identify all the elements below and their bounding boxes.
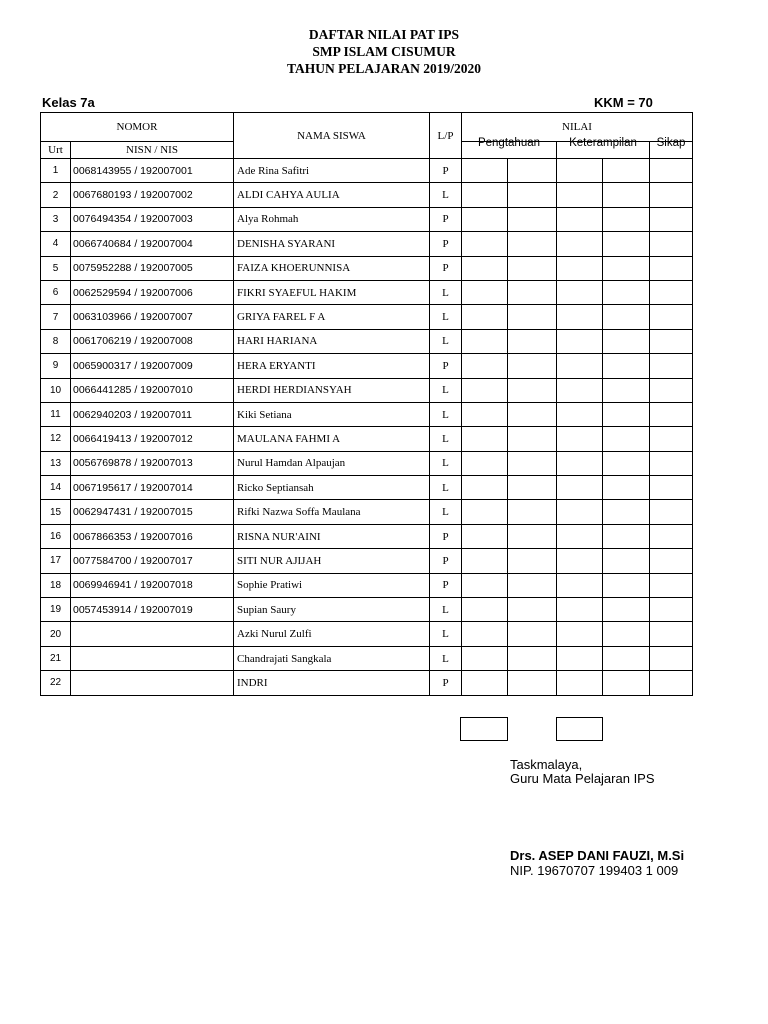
row-lp: L	[430, 500, 462, 524]
sikap-score[interactable]	[650, 671, 693, 695]
row-lp: L	[430, 280, 462, 304]
row-nama: Ade Rina Safitri	[234, 159, 430, 183]
row-nama: HARI HARIANA	[234, 329, 430, 353]
row-nisn: 0068143955 / 192007001	[71, 159, 234, 183]
extra-cell-keterampilan	[556, 717, 603, 741]
row-nama: HERDI HERDIANSYAH	[234, 378, 430, 402]
row-nisn: 0056769878 / 192007013	[71, 451, 234, 475]
row-nama: Sophie Pratiwi	[234, 573, 430, 597]
row-lp: L	[430, 183, 462, 207]
pengetahuan-score-2[interactable]	[508, 256, 557, 280]
row-urt: 21	[41, 646, 71, 670]
pengetahuan-score-1[interactable]	[462, 427, 508, 451]
pengetahuan-score-1[interactable]	[462, 280, 508, 304]
row-nisn: 0067680193 / 192007002	[71, 183, 234, 207]
keterampilan-score-2[interactable]	[603, 549, 650, 573]
table-row	[41, 671, 693, 695]
keterampilan-score-2[interactable]	[603, 476, 650, 500]
row-nisn: 0062940203 / 192007011	[71, 402, 234, 426]
keterampilan-score-1[interactable]	[557, 622, 603, 646]
row-nisn: 0076494354 / 192007003	[71, 207, 234, 231]
pengetahuan-score-1[interactable]	[462, 646, 508, 670]
pengetahuan-score-2[interactable]	[508, 476, 557, 500]
pengetahuan-score-1[interactable]	[462, 476, 508, 500]
table-row	[41, 427, 693, 451]
keterampilan-score-1[interactable]	[557, 500, 603, 524]
row-lp: L	[430, 646, 462, 670]
sikap-score[interactable]	[650, 549, 693, 573]
row-nama: Ricko Septiansah	[234, 476, 430, 500]
row-urt: 1	[41, 159, 71, 183]
row-urt: 15	[41, 500, 71, 524]
header-sikap: Sikap	[650, 135, 693, 152]
sikap-score[interactable]	[650, 500, 693, 524]
keterampilan-score-1[interactable]	[557, 646, 603, 670]
sikap-score[interactable]	[650, 378, 693, 402]
keterampilan-score-2[interactable]	[603, 524, 650, 548]
sikap-score[interactable]	[650, 207, 693, 231]
keterampilan-score-1[interactable]	[557, 207, 603, 231]
keterampilan-score-1[interactable]	[557, 524, 603, 548]
pengetahuan-score-1[interactable]	[462, 159, 508, 183]
keterampilan-score-1[interactable]	[557, 183, 603, 207]
signature-place: Taskmalaya,	[510, 757, 583, 772]
sikap-score[interactable]	[650, 305, 693, 329]
row-urt: 18	[41, 573, 71, 597]
row-nisn	[71, 622, 234, 646]
row-nisn: 0065900317 / 192007009	[71, 354, 234, 378]
table-row	[41, 305, 693, 329]
pengetahuan-score-1[interactable]	[462, 256, 508, 280]
table-row	[41, 354, 693, 378]
pengetahuan-score-2[interactable]	[508, 549, 557, 573]
keterampilan-score-2[interactable]	[603, 573, 650, 597]
pengetahuan-score-1[interactable]	[462, 402, 508, 426]
keterampilan-score-2[interactable]	[603, 232, 650, 256]
row-nisn	[71, 671, 234, 695]
row-urt: 19	[41, 598, 71, 622]
keterampilan-score-2[interactable]	[603, 256, 650, 280]
row-nisn: 0061706219 / 192007008	[71, 329, 234, 353]
table-row	[41, 524, 693, 548]
pengetahuan-score-2[interactable]	[508, 500, 557, 524]
row-urt: 20	[41, 622, 71, 646]
row-nama: Chandrajati Sangkala	[234, 646, 430, 670]
row-nama: GRIYA FAREL F A	[234, 305, 430, 329]
pengetahuan-score-2[interactable]	[508, 427, 557, 451]
row-urt: 5	[41, 256, 71, 280]
row-nisn: 0066740684 / 192007004	[71, 232, 234, 256]
table-row	[41, 183, 693, 207]
table-row	[41, 500, 693, 524]
pengetahuan-score-2[interactable]	[508, 183, 557, 207]
row-nisn: 0075952288 / 192007005	[71, 256, 234, 280]
row-nama: Azki Nurul Zulfi	[234, 622, 430, 646]
row-nama: MAULANA FAHMI A	[234, 427, 430, 451]
row-lp: P	[430, 524, 462, 548]
sikap-score[interactable]	[650, 476, 693, 500]
keterampilan-score-2[interactable]	[603, 159, 650, 183]
table-row	[41, 646, 693, 670]
pengetahuan-score-1[interactable]	[462, 524, 508, 548]
table-row	[41, 207, 693, 231]
row-lp: L	[430, 378, 462, 402]
row-nama: Alya Rohmah	[234, 207, 430, 231]
pengetahuan-score-2[interactable]	[508, 329, 557, 353]
keterampilan-score-1[interactable]	[557, 159, 603, 183]
sikap-score[interactable]	[650, 354, 693, 378]
sikap-score[interactable]	[650, 183, 693, 207]
row-lp: P	[430, 207, 462, 231]
header-nomor: NOMOR	[41, 113, 234, 142]
header-nisn-nis: NISN / NIS	[71, 142, 234, 159]
row-urt: 3	[41, 207, 71, 231]
row-nama: ALDI CAHYA AULIA	[234, 183, 430, 207]
row-nama: Supian Saury	[234, 598, 430, 622]
pengetahuan-score-1[interactable]	[462, 183, 508, 207]
pengetahuan-score-1[interactable]	[462, 329, 508, 353]
row-nama: HERA ERYANTI	[234, 354, 430, 378]
row-urt: 8	[41, 329, 71, 353]
sikap-score[interactable]	[650, 280, 693, 304]
pengetahuan-score-1[interactable]	[462, 500, 508, 524]
row-nisn: 0067195617 / 192007014	[71, 476, 234, 500]
signature-role: Guru Mata Pelajaran IPS	[510, 771, 655, 786]
row-lp: P	[430, 573, 462, 597]
keterampilan-score-2[interactable]	[603, 427, 650, 451]
pengetahuan-score-2[interactable]	[508, 159, 557, 183]
keterampilan-score-2[interactable]	[603, 451, 650, 475]
grades-table	[40, 112, 693, 696]
keterampilan-score-2[interactable]	[603, 598, 650, 622]
row-lp: P	[430, 256, 462, 280]
keterampilan-score-1[interactable]	[557, 354, 603, 378]
row-urt: 22	[41, 671, 71, 695]
keterampilan-score-1[interactable]	[557, 378, 603, 402]
document-title: DAFTAR NILAI PAT IPS	[308, 27, 460, 42]
row-nama: SITI NUR AJIJAH	[234, 549, 430, 573]
keterampilan-score-2[interactable]	[603, 354, 650, 378]
row-urt: 14	[41, 476, 71, 500]
pengetahuan-score-2[interactable]	[508, 207, 557, 231]
pengetahuan-score-2[interactable]	[508, 573, 557, 597]
header-nilai: NILAI	[462, 113, 693, 142]
pengetahuan-score-2[interactable]	[508, 232, 557, 256]
row-nisn: 0069946941 / 192007018	[71, 573, 234, 597]
row-nisn: 0062529594 / 192007006	[71, 280, 234, 304]
pengetahuan-score-1[interactable]	[462, 354, 508, 378]
row-nisn: 0063103966 / 192007007	[71, 305, 234, 329]
row-nama: FIKRI SYAEFUL HAKIM	[234, 280, 430, 304]
row-urt: 10	[41, 378, 71, 402]
row-lp: P	[430, 354, 462, 378]
row-urt: 4	[41, 232, 71, 256]
keterampilan-score-1[interactable]	[557, 402, 603, 426]
row-nisn: 0062947431 / 192007015	[71, 500, 234, 524]
table-row	[41, 402, 693, 426]
sikap-score[interactable]	[650, 427, 693, 451]
keterampilan-score-2[interactable]	[603, 671, 650, 695]
pengetahuan-score-1[interactable]	[462, 451, 508, 475]
row-nisn: 0066419413 / 192007012	[71, 427, 234, 451]
keterampilan-score-1[interactable]	[557, 451, 603, 475]
pengetahuan-score-1[interactable]	[462, 573, 508, 597]
keterampilan-score-1[interactable]	[557, 305, 603, 329]
pengetahuan-score-1[interactable]	[462, 671, 508, 695]
row-nama: FAIZA KHOERUNNISA	[234, 256, 430, 280]
keterampilan-score-1[interactable]	[557, 427, 603, 451]
row-lp: P	[430, 549, 462, 573]
table-row	[41, 256, 693, 280]
pengetahuan-score-2[interactable]	[508, 598, 557, 622]
table-row	[41, 451, 693, 475]
pengetahuan-score-2[interactable]	[508, 622, 557, 646]
signature-nip: NIP. 19670707 199403 1 009	[510, 863, 679, 878]
pengetahuan-score-1[interactable]	[462, 305, 508, 329]
pengetahuan-score-2[interactable]	[508, 305, 557, 329]
keterampilan-score-1[interactable]	[557, 256, 603, 280]
pengetahuan-score-2[interactable]	[508, 280, 557, 304]
row-lp: L	[430, 402, 462, 426]
sikap-score[interactable]	[650, 159, 693, 183]
row-nama: INDRI	[234, 671, 430, 695]
sikap-score[interactable]	[650, 402, 693, 426]
table-row	[41, 549, 693, 573]
pengetahuan-score-1[interactable]	[462, 378, 508, 402]
keterampilan-score-1[interactable]	[557, 329, 603, 353]
pengetahuan-score-2[interactable]	[508, 378, 557, 402]
row-urt: 13	[41, 451, 71, 475]
pengetahuan-score-1[interactable]	[462, 549, 508, 573]
sikap-score[interactable]	[650, 524, 693, 548]
table-row	[41, 598, 693, 622]
row-urt: 7	[41, 305, 71, 329]
sikap-score[interactable]	[650, 646, 693, 670]
keterampilan-score-2[interactable]	[603, 646, 650, 670]
row-urt: 9	[41, 354, 71, 378]
row-urt: 17	[41, 549, 71, 573]
row-nama: DENISHA SYARANI	[234, 232, 430, 256]
table-row	[41, 573, 693, 597]
row-urt: 2	[41, 183, 71, 207]
row-lp: L	[430, 305, 462, 329]
pengetahuan-score-2[interactable]	[508, 402, 557, 426]
row-nisn	[71, 646, 234, 670]
pengetahuan-score-2[interactable]	[508, 354, 557, 378]
keterampilan-score-1[interactable]	[557, 476, 603, 500]
sikap-score[interactable]	[650, 598, 693, 622]
sikap-score[interactable]	[650, 329, 693, 353]
keterampilan-score-1[interactable]	[557, 232, 603, 256]
pengetahuan-score-2[interactable]	[508, 646, 557, 670]
keterampilan-score-2[interactable]	[603, 207, 650, 231]
row-lp: L	[430, 598, 462, 622]
row-lp: L	[430, 427, 462, 451]
sikap-score[interactable]	[650, 451, 693, 475]
school-name: SMP ISLAM CISUMUR	[312, 44, 456, 59]
pengetahuan-score-1[interactable]	[462, 232, 508, 256]
sikap-score[interactable]	[650, 232, 693, 256]
header-pengetahuan: Pengtahuan	[462, 135, 557, 152]
keterampilan-score-1[interactable]	[557, 280, 603, 304]
row-nisn: 0077584700 / 192007017	[71, 549, 234, 573]
keterampilan-score-2[interactable]	[603, 622, 650, 646]
table-row	[41, 378, 693, 402]
keterampilan-score-1[interactable]	[557, 598, 603, 622]
header-urt: Urt	[41, 142, 71, 159]
pengetahuan-score-1[interactable]	[462, 207, 508, 231]
row-lp: L	[430, 451, 462, 475]
row-urt: 11	[41, 402, 71, 426]
pengetahuan-score-2[interactable]	[508, 451, 557, 475]
table-row	[41, 159, 693, 183]
signature-name: Drs. ASEP DANI FAUZI, M.Si	[510, 848, 685, 863]
keterampilan-score-1[interactable]	[557, 671, 603, 695]
keterampilan-score-1[interactable]	[557, 549, 603, 573]
keterampilan-score-2[interactable]	[603, 378, 650, 402]
row-nisn: 0067866353 / 192007016	[71, 524, 234, 548]
keterampilan-score-2[interactable]	[603, 305, 650, 329]
kkm-label: KKM = 70	[594, 95, 653, 110]
row-nama: Rifki Nazwa Soffa Maulana	[234, 500, 430, 524]
row-lp: P	[430, 159, 462, 183]
table-row	[41, 476, 693, 500]
pengetahuan-score-2[interactable]	[508, 524, 557, 548]
academic-year: TAHUN PELAJARAN 2019/2020	[286, 61, 481, 76]
row-nama: Kiki Setiana	[234, 402, 430, 426]
row-urt: 16	[41, 524, 71, 548]
keterampilan-score-2[interactable]	[603, 500, 650, 524]
row-lp: P	[430, 671, 462, 695]
sikap-score[interactable]	[650, 256, 693, 280]
table-row	[41, 329, 693, 353]
row-nama: Nurul Hamdan Alpaujan	[234, 451, 430, 475]
row-lp: L	[430, 329, 462, 353]
pengetahuan-score-1[interactable]	[462, 598, 508, 622]
row-lp: P	[430, 232, 462, 256]
pengetahuan-score-2[interactable]	[508, 671, 557, 695]
keterampilan-score-2[interactable]	[603, 183, 650, 207]
keterampilan-score-2[interactable]	[603, 280, 650, 304]
table-row	[41, 622, 693, 646]
header-nama-siswa: NAMA SISWA	[234, 113, 430, 159]
keterampilan-score-1[interactable]	[557, 573, 603, 597]
row-lp: L	[430, 476, 462, 500]
row-nisn: 0057453914 / 192007019	[71, 598, 234, 622]
class-label: Kelas 7a	[42, 95, 95, 110]
row-lp: L	[430, 622, 462, 646]
sikap-score[interactable]	[650, 573, 693, 597]
header-lp: L/P	[430, 113, 462, 159]
pengetahuan-score-1[interactable]	[462, 622, 508, 646]
table-row	[41, 232, 693, 256]
row-nama: RISNA NUR'AINI	[234, 524, 430, 548]
extra-cell-pengetahuan	[460, 717, 508, 741]
table-row	[41, 280, 693, 304]
header-keterampilan: Keterampilan	[557, 135, 650, 152]
row-urt: 6	[41, 280, 71, 304]
sikap-score[interactable]	[650, 622, 693, 646]
row-nisn: 0066441285 / 192007010	[71, 378, 234, 402]
keterampilan-score-2[interactable]	[603, 402, 650, 426]
keterampilan-score-2[interactable]	[603, 329, 650, 353]
row-urt: 12	[41, 427, 71, 451]
